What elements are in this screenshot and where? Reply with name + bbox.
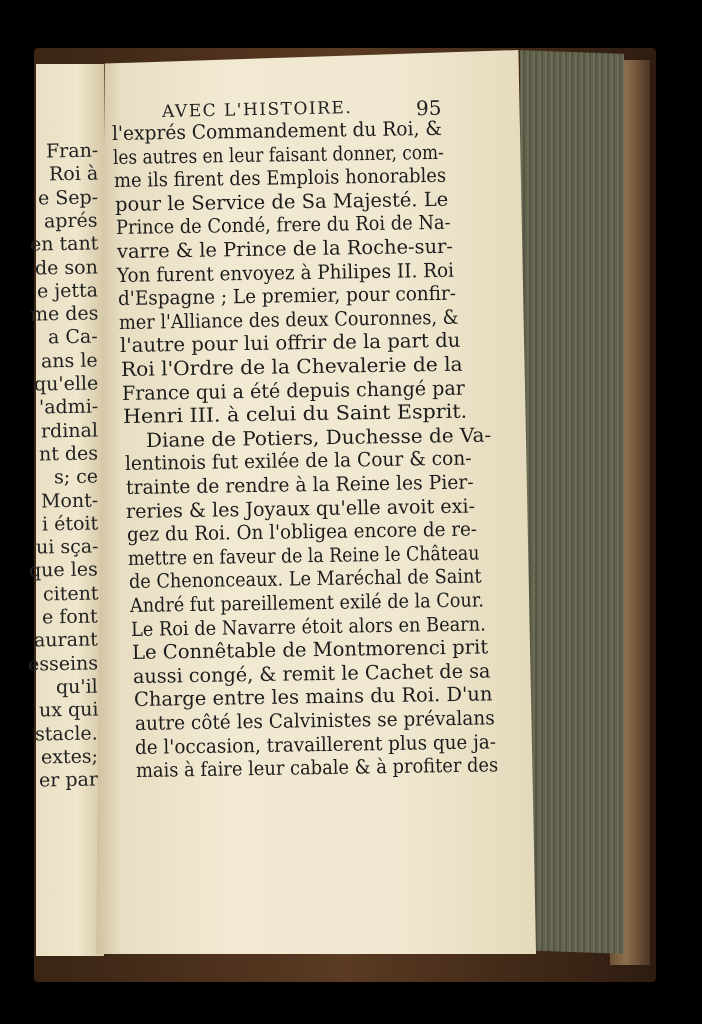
page-number: 95	[415, 95, 442, 121]
left-text-fragment: qu'elle	[33, 372, 99, 396]
text-line: Henri III. à celui du Saint Esprit.	[122, 399, 468, 429]
left-text-fragment: extes;	[40, 745, 99, 769]
left-text-fragment: s; ce	[53, 465, 99, 489]
text-line: de l'occasion, travaillerent plus que ja-	[135, 729, 497, 759]
left-text-fragment: e font	[42, 605, 99, 629]
text-line: les autres en leur faisant donner, com-	[112, 140, 444, 169]
text-line: autre côté les Calvinistes se prévalans	[134, 706, 495, 735]
left-text-fragment: que les	[29, 558, 99, 582]
left-text-fragment: en tant	[29, 232, 99, 256]
left-text-fragment: nt des	[38, 442, 99, 466]
text-line: d'Espagne ; Le premier, pour confir-	[118, 281, 457, 311]
text-line: de Chenonceaux. Le Maréchal de Saint	[128, 564, 482, 594]
left-text-fragment: aprés	[44, 209, 99, 233]
left-text-fragment: Roi à	[48, 162, 99, 186]
left-text-fragment: aurant	[33, 628, 99, 652]
left-text-fragment: e jetta	[36, 279, 99, 303]
left-text-fragment: 'admi-	[38, 395, 99, 419]
text-line: mettre en faveur de la Reine le Château	[128, 541, 480, 570]
text-line: Roi l'Ordre de la Chevalerie de la	[120, 352, 463, 381]
text-line: mer l'Alliance des deux Couronnes, &	[119, 305, 459, 334]
text-line: France qui a été depuis changé par	[121, 376, 465, 405]
text-line: Le Connêtable de Montmorenci prit	[131, 635, 489, 665]
text-line: Prince de Condé, frere du Roi de Na-	[115, 211, 451, 240]
text-line: l'autre pour lui offrir de la part du	[119, 329, 461, 358]
text-line: Charge entre les mains du Roi. D'un	[133, 682, 493, 712]
left-text-fragment: ans le	[41, 349, 99, 373]
text-line: pour le Service de Sa Majesté. Le	[114, 187, 449, 216]
text-line: gez du Roi. On l'obligea encore de re-	[127, 517, 478, 547]
left-text-fragment: esseins	[27, 651, 99, 676]
text-line: reries & les Joyaux qu'elle avoit exi-	[126, 494, 476, 523]
text-line: Yon furent envoyez à Philipes II. Roi	[117, 258, 455, 287]
text-line: aussi congé, & remit le Cachet de sa	[132, 659, 491, 688]
left-text-fragment: rdinal	[40, 419, 99, 443]
text-line: varre & le Prince de la Roche-sur-	[116, 234, 453, 263]
running-head: AVEC L'HISTOIRE.	[161, 98, 353, 122]
left-text-fragment: Fran-	[45, 139, 99, 163]
left-text-fragment: ux qui	[38, 698, 99, 722]
left-text-fragment: i étoit	[41, 512, 99, 536]
left-text-fragment: de son	[34, 255, 99, 280]
text-line: mais à faire leur cabale & à profiter des	[136, 753, 499, 783]
text-line: Le Roi de Navarre étoit alors en Bearn.	[130, 612, 486, 641]
text-line: trainte de rendre à la Reine les Pier-	[125, 470, 474, 499]
left-text-fragment: e Sep-	[37, 186, 99, 210]
left-text-fragment: stacle.	[35, 721, 99, 746]
left-text-fragment: citent	[42, 582, 99, 606]
text-line: l'exprés Commandement du Roi, &	[111, 116, 443, 145]
text-line: me ils firent des Emplois honorables	[113, 163, 447, 193]
left-text-fragment: ui sça-	[35, 535, 99, 559]
left-page	[27, 64, 104, 956]
text-line: lentinois fut exilée de la Cour & con-	[124, 446, 472, 476]
text-line: Diane de Potiers, Duchesse de Va-	[145, 423, 492, 452]
text-line: André fut pareillement exilé de la Cour.	[129, 588, 485, 617]
page-edge-stack	[520, 50, 624, 954]
left-text-fragment: Mont-	[40, 489, 99, 512]
left-text-fragment: er par	[38, 768, 99, 792]
left-text-fragment: me des	[29, 302, 99, 326]
left-text-fragment: a Ca-	[48, 325, 99, 349]
left-text-fragment: qu'il	[56, 675, 99, 699]
